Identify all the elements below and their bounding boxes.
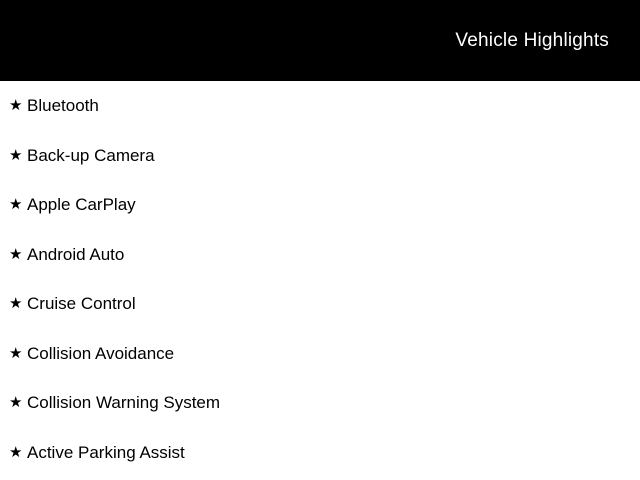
list-item <box>0 329 640 379</box>
list-item <box>0 279 640 329</box>
star-icon: ★ <box>9 245 23 263</box>
star-icon: ★ <box>9 394 23 412</box>
list-item-label: Bluetooth <box>27 96 99 116</box>
vehicle-highlights-list <box>0 81 640 477</box>
list-item-label: Cruise Control <box>27 294 136 314</box>
list-item-label: Active Parking Assist <box>27 442 185 462</box>
list-item-label: Back-up Camera <box>27 145 155 165</box>
list-item-label: Collision Warning System <box>27 393 221 413</box>
page-title: Vehicle Highlights <box>455 30 609 51</box>
star-icon: ★ <box>9 295 23 313</box>
star-icon: ★ <box>9 196 23 214</box>
star-icon: ★ <box>9 344 23 362</box>
star-icon: ★ <box>9 146 23 164</box>
list-item <box>0 180 640 230</box>
list-item-label: Collision Avoidance <box>27 343 175 363</box>
list-item <box>0 230 640 280</box>
list-item-label: Android Auto <box>27 244 125 264</box>
star-icon: ★ <box>9 443 23 461</box>
list-item <box>0 378 640 428</box>
star-icon: ★ <box>9 97 23 115</box>
list-item-label: Apple CarPlay <box>27 195 136 215</box>
page-header <box>0 0 640 81</box>
list-item <box>0 131 640 181</box>
list-item <box>0 428 640 478</box>
list-item <box>0 81 640 131</box>
